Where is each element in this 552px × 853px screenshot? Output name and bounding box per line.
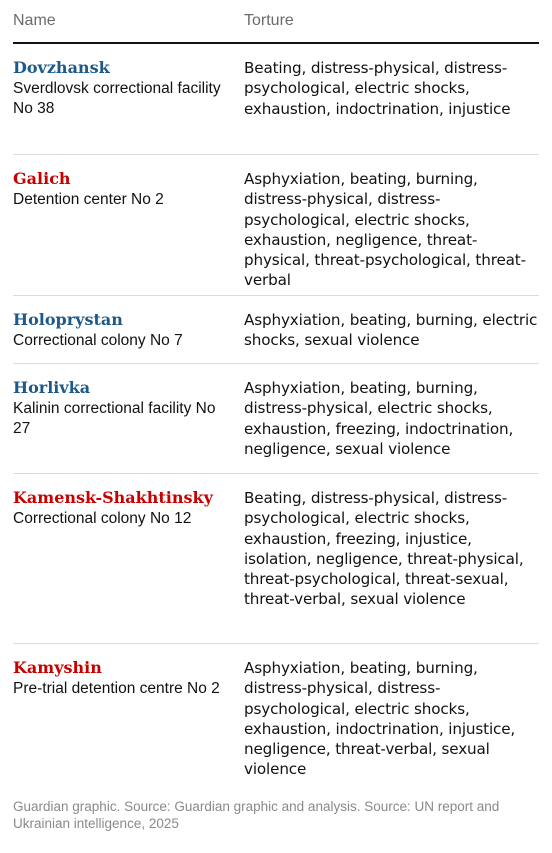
table-row bbox=[13, 296, 539, 364]
facility-name: Sverdlovsk correctional facility No 38 bbox=[13, 80, 221, 117]
torture-list: Asphyxiation, beating, burning, distress-physical, distress-psychological, electric shocks, exhaustion, indoctrination, injustice, negligence, threat-verbal, sexual violence bbox=[244, 659, 516, 779]
place-name: Holoprystan bbox=[13, 310, 123, 329]
torture-list: Asphyxiation, beating, burning, electric shocks, sexual violence bbox=[244, 311, 538, 350]
name-cell bbox=[13, 58, 244, 154]
facility-name: Correctional colony No 12 bbox=[13, 510, 192, 527]
table-row bbox=[13, 155, 539, 296]
name-column-header: Name bbox=[13, 12, 56, 29]
place-name: Dovzhansk bbox=[13, 58, 110, 77]
name-cell bbox=[13, 310, 244, 363]
place-name: Kamensk-Shakhtinsky bbox=[13, 488, 213, 507]
table-row bbox=[13, 644, 539, 794]
table-row bbox=[13, 364, 539, 474]
torture-list: Asphyxiation, beating, burning, distress-physical, distress-psychological, electric shocks, exhaustion, negligence, threat-physical, threat-psychological, threat-verbal bbox=[244, 170, 526, 290]
place-name: Horlivka bbox=[13, 378, 91, 397]
table-row bbox=[13, 474, 539, 644]
torture-list: Beating, distress-physical, distress-psychological, electric shocks, exhaustion, freezing, injustice, isolation, negligence, threat-physical, threat-psychological, threat-sexual, threat-verbal, sexual violence bbox=[244, 489, 524, 609]
name-cell bbox=[13, 488, 244, 643]
facility-name: Kalinin correctional facility No 27 bbox=[13, 400, 216, 437]
name-cell bbox=[13, 378, 244, 473]
torture-column-header: Torture bbox=[244, 12, 294, 29]
name-cell bbox=[13, 658, 244, 794]
facility-name: Correctional colony No 7 bbox=[13, 332, 183, 349]
source-footnote: Guardian graphic. Source: Guardian graphic and analysis. Source: UN report and Ukrainian intelligence, 2025 bbox=[13, 799, 500, 831]
place-name: Kamyshin bbox=[13, 658, 102, 677]
facility-name: Pre-trial detention centre No 2 bbox=[13, 680, 220, 697]
torture-list: Asphyxiation, beating, burning, distress-physical, electric shocks, exhaustion, freezing, indoctrination, negligence, sexual violence bbox=[244, 379, 514, 458]
table-header bbox=[13, 0, 539, 44]
torture-list: Beating, distress-physical, distress-psychological, electric shocks, exhaustion, indoctrination, injustice bbox=[244, 59, 511, 118]
table-row bbox=[13, 44, 539, 155]
facility-name: Detention center No 2 bbox=[13, 191, 164, 208]
table-body bbox=[13, 44, 539, 794]
place-name: Galich bbox=[13, 169, 71, 188]
name-cell bbox=[13, 169, 244, 295]
